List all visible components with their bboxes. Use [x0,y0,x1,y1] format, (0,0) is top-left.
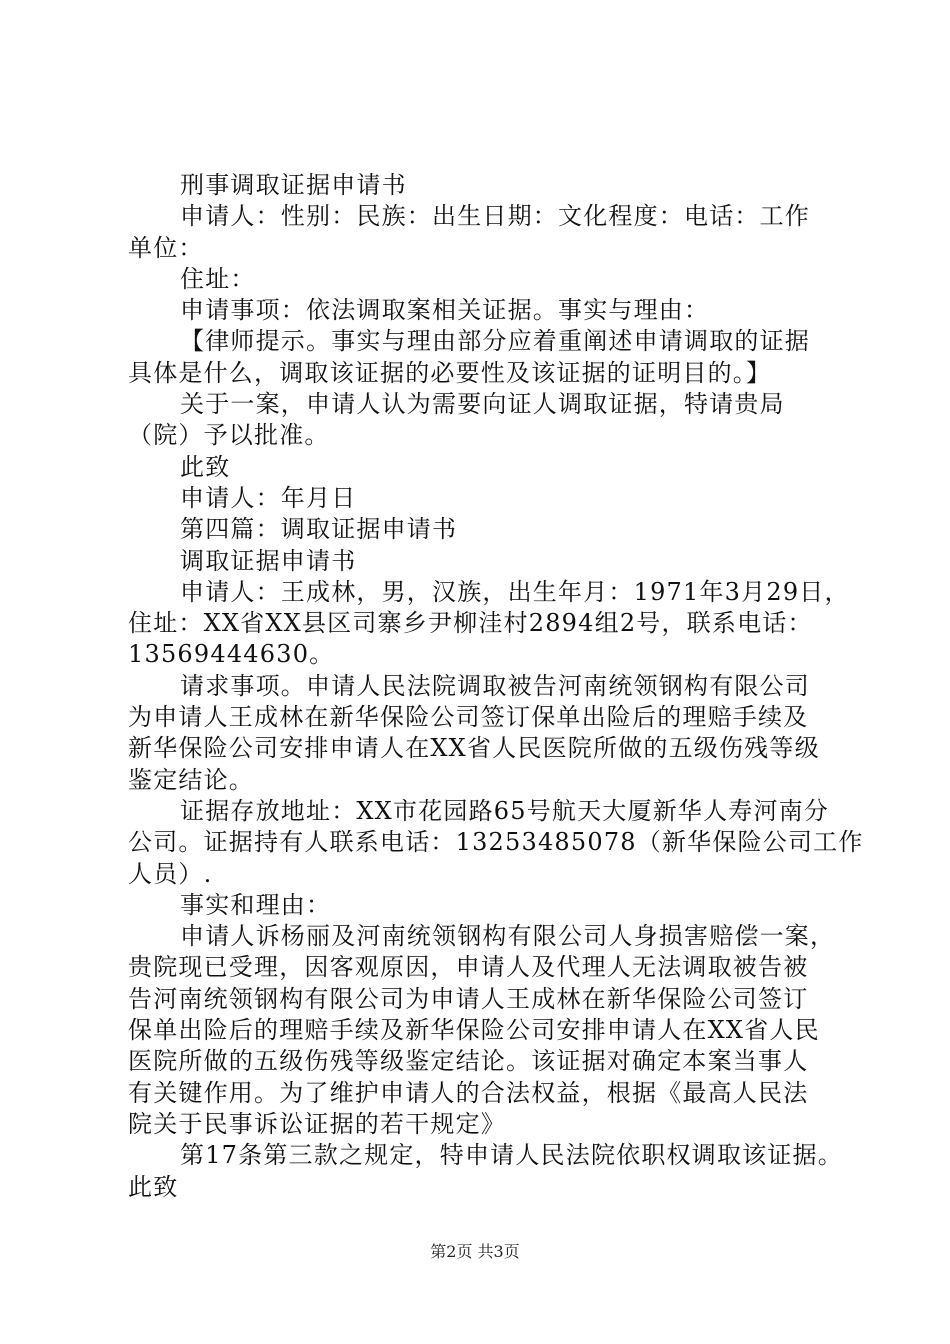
document-line: 关于一案，申请人认为需要向证人调取证据，特请贵局 [180,390,785,419]
page-number-label: 第2页 共3页 [430,1242,520,1261]
document-line: 贵院现已受理，因客观原因，申请人及代理人无法调取被告被 [128,953,809,982]
document-line: 第四篇：调取证据申请书 [180,515,458,544]
document-line: 新华保险公司安排申请人在XX省人民医院所做的五级伤残等级 [128,734,820,763]
document-line: 鉴定结论。 [128,765,254,794]
document-line: 有关键作用。为了维护申请人的合法权益，根据《最高人民法 [128,1078,809,1107]
document-line: 住址：XX省XX县区司寨乡尹柳洼村2894组2号，联系电话： [128,609,813,638]
document-line: （院）予以批准。 [128,421,330,450]
document-line: 申请人：性别：民族：出生日期：文化程度：电话：工作 [180,202,810,231]
document-line: 申请人：年月日 [180,483,357,512]
document-line: 调取证据申请书 [180,546,357,575]
document-line: 保单出险后的理赔手续及新华保险公司安排申请人在XX省人民 [128,1016,820,1045]
document-line: 证据存放地址：XX市花园路65号航天大厦新华人寿河南分 [180,796,830,825]
document-line: 医院所做的五级伤残等级鉴定结论。该证据对确定本案当事人 [128,1047,809,1076]
document-line: 住址： [180,264,256,293]
document-line: 【律师提示。事实与理由部分应着重阐述申请调取的证据 [180,327,810,356]
document-line: 申请事项：依法调取案相关证据。事实与理由： [180,296,710,325]
document-line: 人员）. [128,859,213,888]
document-line: 告河南统领钢构有限公司为申请人王成林在新华保险公司签订 [128,984,809,1013]
document-line: 具体是什么，调取该证据的必要性及该证据的证明目的。】 [128,358,772,387]
page-footer [0,1239,950,1262]
document-line: 申请人：王成林，男，汉族，出生年月：1971年3月29日， [180,577,850,606]
document-body [128,170,864,1203]
document-line: 事实和理由： [180,890,332,919]
document-line: 单位： [128,233,204,262]
document-line: 此致 [128,1172,179,1201]
document-line: 申请人诉杨丽及河南统领钢构有限公司人身损害赔偿一案， [180,922,836,951]
document-line: 第17条第三款之规定，特申请人民法院依职权调取该证据。 [180,1141,843,1170]
document-line: 公司。证据持有人联系电话：13253485078（新华保险公司工作 [128,828,864,857]
document-line: 请求事项。申请人民法院调取被告河南统领钢构有限公司 [180,671,810,700]
document-line: 此致 [180,452,231,481]
document-lines [128,170,864,1203]
document-line: 院关于民事诉讼证据的若干规定》 [128,1109,506,1138]
document-line: 13569444630。 [128,640,335,669]
document-line: 刑事调取证据申请书 [180,171,407,199]
document-line: 为申请人王成林在新华保险公司签订保单出险后的理赔手续及 [128,703,809,732]
